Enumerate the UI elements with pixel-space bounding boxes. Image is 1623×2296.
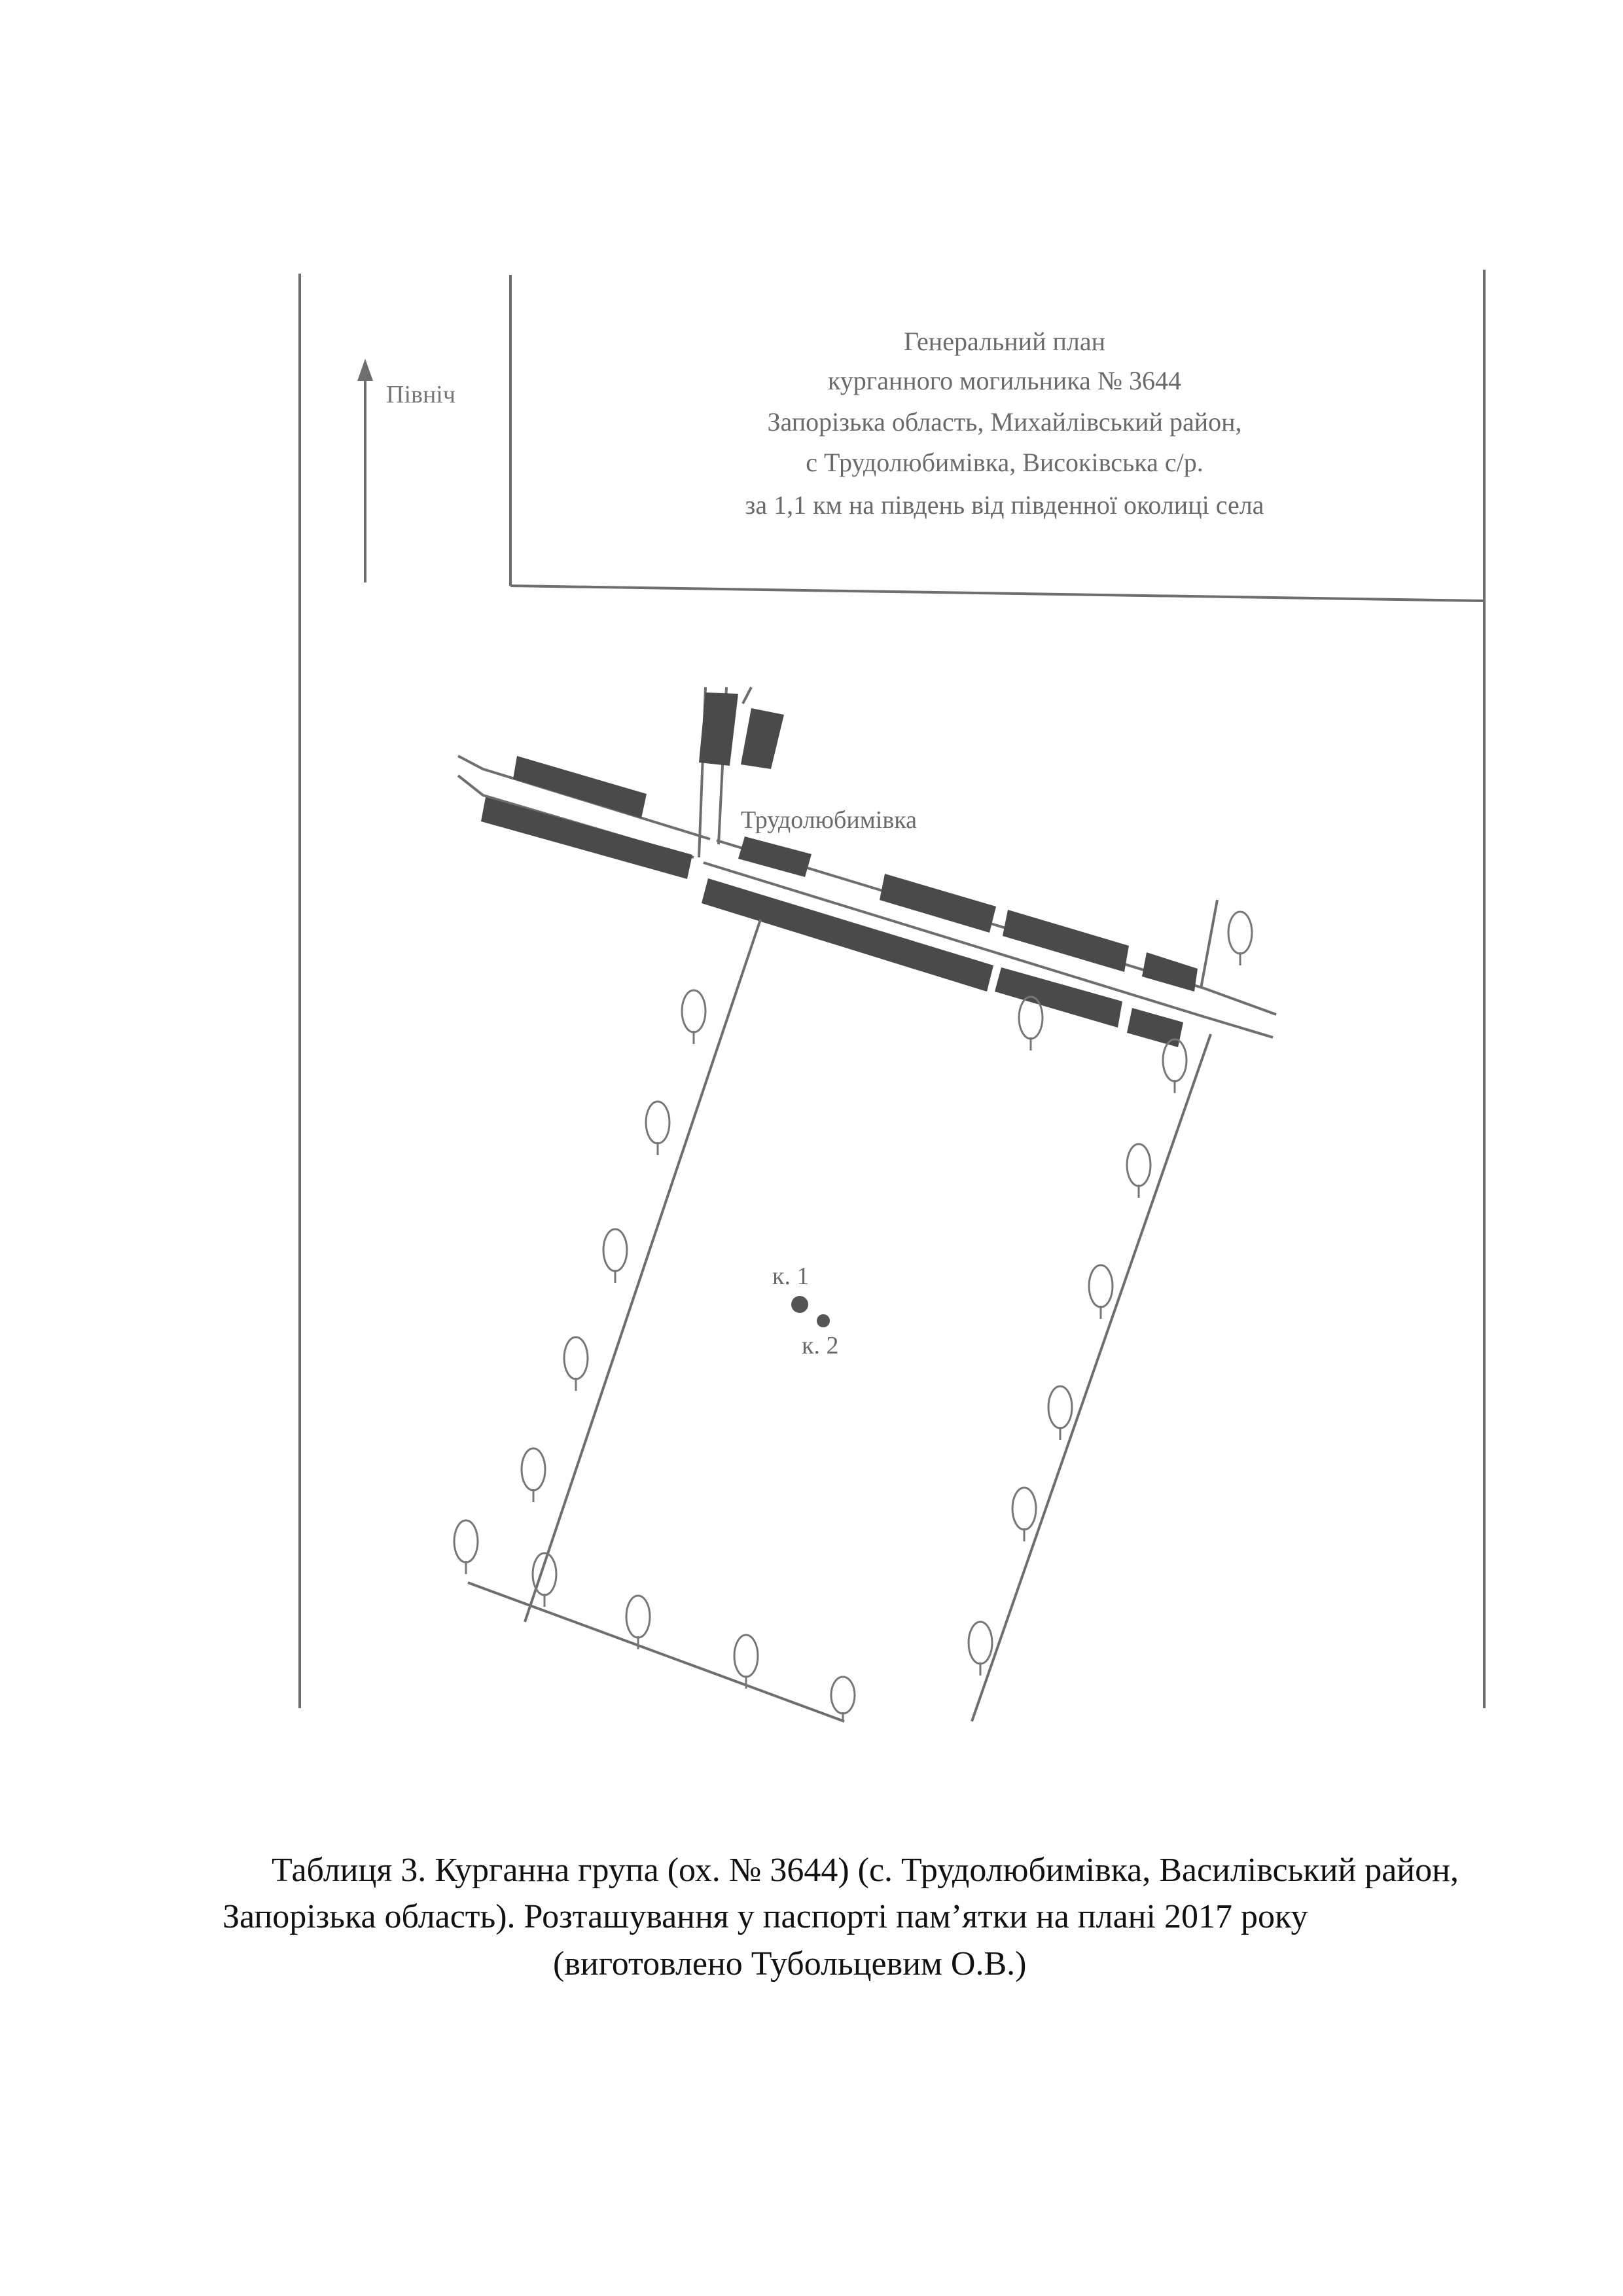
figure-caption-line: (виготовлено Тубольцевим О.В.) bbox=[553, 1945, 1027, 1982]
tree-icon bbox=[831, 1677, 855, 1721]
tree-icon bbox=[646, 1102, 669, 1155]
tree-icon bbox=[734, 1635, 758, 1689]
north-arrow-icon bbox=[357, 359, 373, 583]
tree-icon bbox=[1089, 1265, 1113, 1319]
tree-icon bbox=[454, 1520, 478, 1574]
figure-caption-line: Запорізька область). Розташування у паспорті пам’ятки на плані 2017 року bbox=[223, 1898, 1308, 1935]
tree-icon bbox=[682, 990, 705, 1044]
tree-icon bbox=[522, 1448, 545, 1502]
tree-icon bbox=[969, 1622, 992, 1676]
plan-title-line: Генеральний план bbox=[903, 327, 1106, 356]
mounds bbox=[772, 1263, 838, 1359]
tree-icon bbox=[1048, 1386, 1072, 1440]
tree-icon bbox=[1012, 1488, 1036, 1541]
figure-caption-line: Таблиця 3. Курганна група (ох. № 3644) (с. Трудолюбимівка, Василівський район, bbox=[272, 1852, 1459, 1889]
plan-title-line: Запорізька область, Михайлівський район, bbox=[767, 407, 1242, 437]
tree-icon bbox=[1127, 1144, 1150, 1198]
mound-label: к. 1 bbox=[772, 1263, 810, 1290]
plan-title-line: с Трудолюбимівка, Високівська с/р. bbox=[806, 448, 1204, 477]
mound-marker bbox=[817, 1314, 830, 1327]
north-label: Північ bbox=[386, 381, 455, 408]
village-buildings bbox=[481, 692, 1198, 1047]
mound-marker bbox=[791, 1296, 808, 1313]
plan-title-line: курганного могильника № 3644 bbox=[827, 366, 1182, 395]
road-network bbox=[458, 687, 1276, 1037]
plan-title-block bbox=[745, 327, 1264, 520]
village-label: Трудолюбимівка bbox=[741, 806, 918, 834]
map-frame bbox=[300, 270, 1484, 1708]
tree-icon bbox=[603, 1229, 627, 1283]
tree-icon bbox=[1228, 912, 1252, 965]
plan-title-line: за 1,1 км на південь від південної околиці села bbox=[745, 490, 1264, 520]
tree-icon bbox=[564, 1337, 588, 1391]
mound-label: к. 2 bbox=[802, 1332, 839, 1359]
tree-icon bbox=[1163, 1039, 1186, 1093]
tree-icon bbox=[1019, 997, 1043, 1050]
